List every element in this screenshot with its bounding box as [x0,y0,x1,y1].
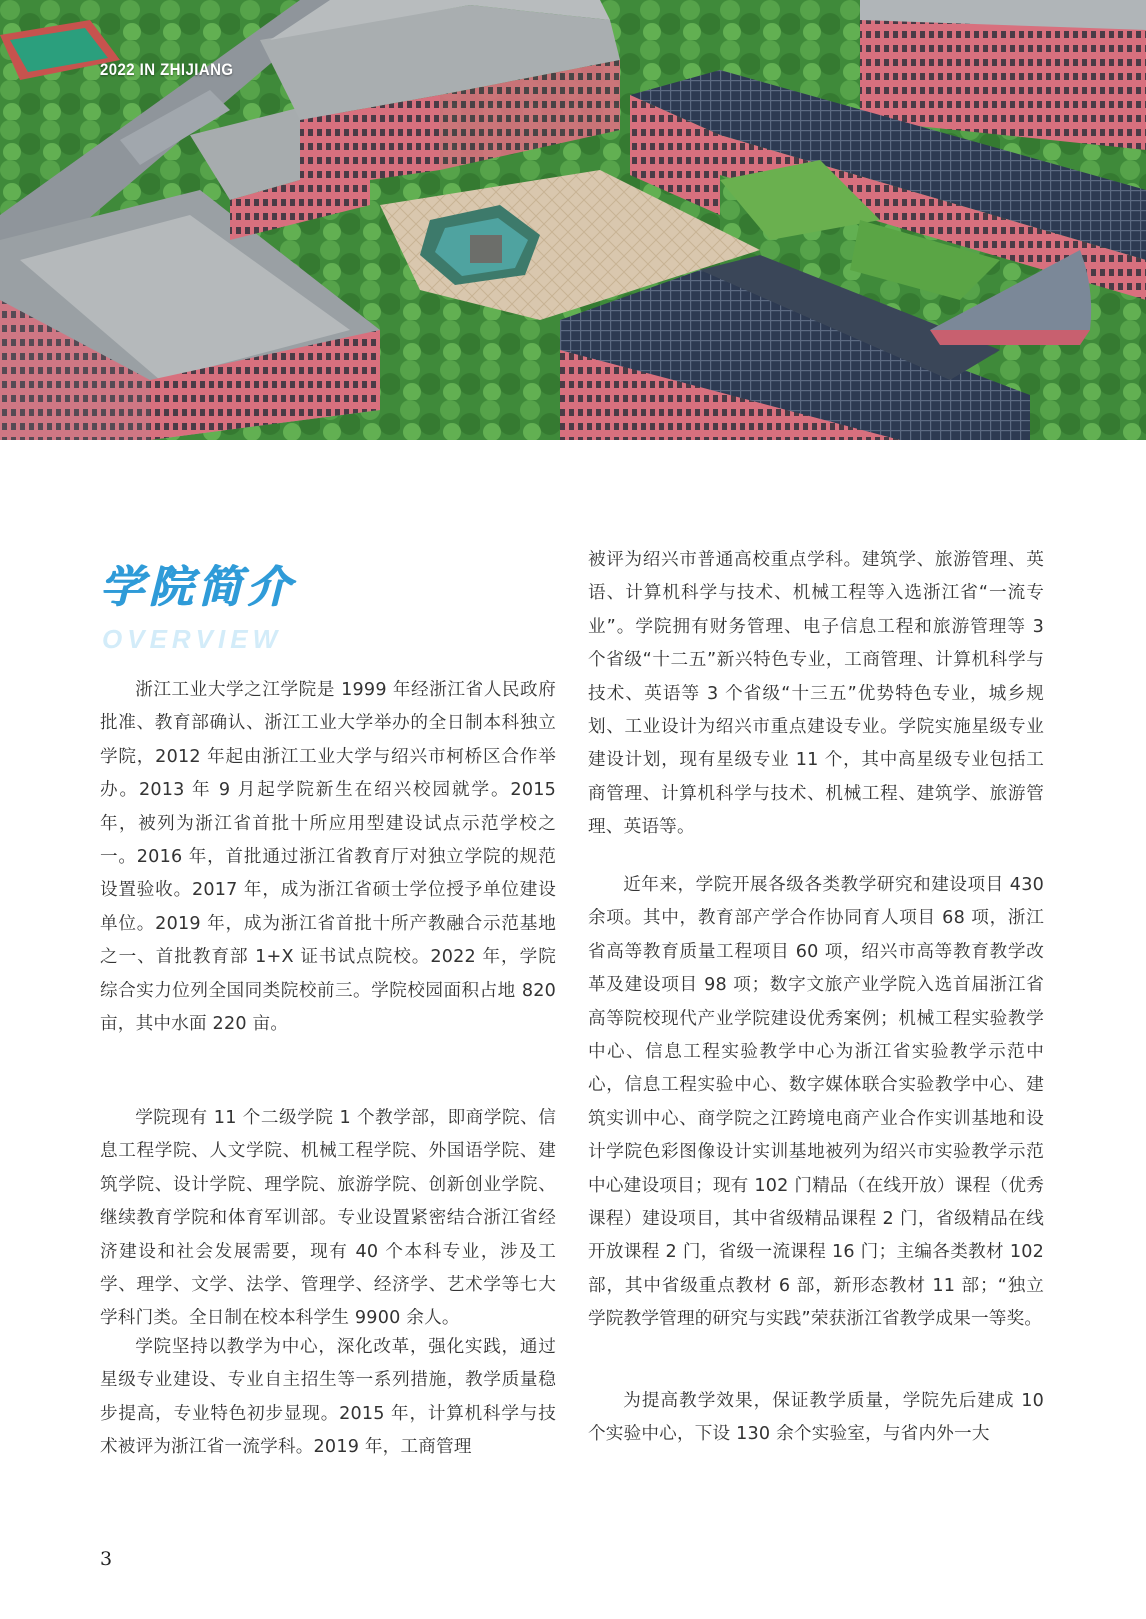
paragraph-schools: 学院现有 11 个二级学院 1 个教学部，即商学院、信息工程学院、人文学院、机械工程学院、外国语学院、建筑学院、设计学院、理学院、旅游学院、创新创业学院、继续教育学院和体育军训部。专业设置紧密结合浙江省经济建设和社会发展需要，现有 40 个本科专业，涉及工学、理学、文学、法学、管理学、经济学、艺术学等七大学科门类。全日制在校本科学生 9900 余人。 [100,1108,556,1329]
paragraph-teaching-continued: 被评为绍兴市普通高校重点学科。建筑学、旅游管理、英语、计算机科学与技术、机械工程等入选浙江省“一流专业”。学院拥有财务管理、电子信息工程和旅游管理等 3 个省级“十二五”新兴特色专业，工商管理、计算机科学与技术、英语等 3 个省级“十三五”优势特色专业，城乡规划、工业设计为绍兴市重点建设专业。学院实施星级专业建设计划，现有星级专业 11 个，其中高星级专业包括工商管理、计算机科学与技术、机械工程、建筑学、旅游管理、英语等。 [588,550,1044,838]
paragraph-teaching: 学院坚持以教学为中心，深化改革，强化实践，通过星级专业建设、专业自主招生等一系列措施，教学质量稳步提高，专业特色初步显现。2015 年，计算机科学与技术被评为浙江省一流学科。2019 年，工商管理 [100,1337,556,1458]
page-number: 3 [100,1548,113,1570]
edition-tag: 2022 IN ZHIJIANG [100,60,234,79]
paragraph-research-projects: 近年来，学院开展各级各类教学研究和建设项目 430 余项。其中，教育部产学合作协同育人项目 68 项，浙江省高等教育质量工程项目 60 项，绍兴市高等教育教学改革及建设项目 98 项；数字文旅产业学院入选首届浙江省高等院校现代产业学院建设优秀案例；机械工程实验教学中心、信息工程实验教学中心为浙江省实验教学示范中心，信息工程实验中心、数字媒体联合实验教学中心、建筑实训中心、商学院之江跨境电商产业合作实训基地和设计学院色彩图像设计实训基地被列为绍兴市实验教学示范中心建设项目；现有 102 门精品（在线开放）课程（优秀课程）建设项目，其中省级精品课程 2 门，省级精品在线开放课程 2 门，省级一流课程 16 门；主编各类教材 102 部，其中省级重点教材 6 部，新形态教材 11 部；“独立学院教学管理的研究与实践”荣获浙江省教学成果一等奖。 [588,875,1044,1330]
hero-photo [0,0,1146,440]
paragraph-labs: 为提高教学效果，保证教学质量，学院先后建成 10 个实验中心，下设 130 余个实验室，与省内外一大 [588,1391,1044,1445]
section-subtitle: OVERVIEW [102,624,283,654]
section-title: 学院简介 [100,562,296,613]
paragraph-history: 浙江工业大学之江学院是 1999 年经浙江省人民政府批准、教育部确认、浙江工业大学举办的全日制本科独立学院，2012 年起由浙江工业大学与绍兴市柯桥区合作举办。2013 年 9 月起学院新生在绍兴校园就学。2015 年，被列为浙江省首批十所应用型建设试点示范学校之一。2016 年，首批通过浙江省教育厅对独立学院的规范设置验收。2017 年，成为浙江省硕士学位授予单位建设单位。2019 年，成为浙江省首批十所产教融合示范基地之一、首批教育部 1+X 证书试点院校。2022 年，学院综合实力位列全国同类院校前三。学院校园面积占地 820 亩，其中水面 220 亩。 [100,680,556,1035]
